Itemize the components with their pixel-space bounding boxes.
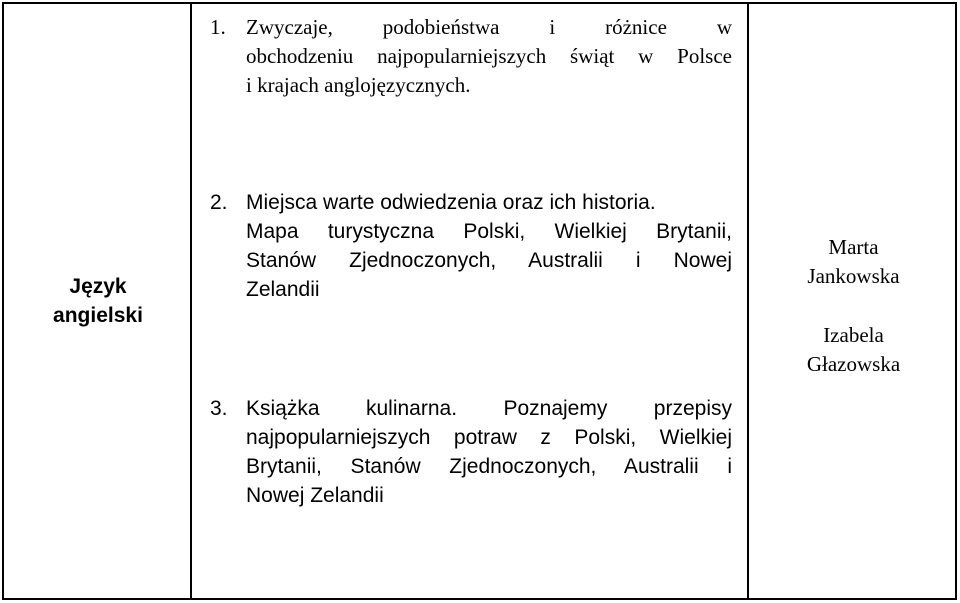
author-2 bbox=[752, 321, 955, 379]
topic-2-line-1 bbox=[210, 188, 732, 217]
author-1-last-name: Jankowska bbox=[807, 264, 900, 288]
topic-2-line-2: Mapa turystyczna Polski, Wielkiej Brytanii, bbox=[246, 220, 732, 243]
author-1-first-name: Marta bbox=[828, 235, 879, 259]
topic-3-text-1: Książka kulinarna. Poznajemy przepisy bbox=[246, 397, 732, 420]
subject-cell bbox=[4, 4, 192, 598]
curriculum-table bbox=[2, 2, 957, 600]
topic-3-line-1 bbox=[210, 394, 732, 423]
topic-2-number: 2. bbox=[210, 191, 228, 214]
column-divider-2 bbox=[747, 4, 749, 598]
author-2-last-name: Głazowska bbox=[806, 352, 901, 376]
topic-item-3 bbox=[210, 394, 732, 510]
topic-3-line-4: Nowej Zelandii bbox=[246, 484, 384, 507]
topic-item-1 bbox=[210, 13, 732, 100]
topic-3-line-3: Brytanii, Stanów Zjednoczonych, Australii i bbox=[246, 455, 732, 478]
topic-1-line-2: obchodzeniu najpopularniejszych świąt w Polsce bbox=[246, 44, 732, 68]
subject-line-2: angielski bbox=[53, 304, 143, 327]
author-1 bbox=[752, 233, 955, 291]
topic-3-line-2: najpopularniejszych potraw z Polski, Wielkiej bbox=[246, 426, 732, 449]
topic-1-text-1: Zwyczaje, podobieństwa i różnice w bbox=[246, 15, 732, 39]
topic-2-line-3: Stanów Zjednoczonych, Australii i Nowej bbox=[246, 249, 732, 272]
topic-1-number: 1. bbox=[210, 15, 226, 39]
author-2-first-name: Izabela bbox=[823, 323, 884, 347]
topic-2-line-4: Zelandii bbox=[246, 278, 320, 301]
subject-line-1: Język bbox=[69, 275, 127, 298]
topic-1-line-1 bbox=[210, 13, 732, 42]
topic-3-number: 3. bbox=[210, 397, 228, 420]
topic-2-text-1: Miejsca warte odwiedzenia oraz ich historia. bbox=[246, 191, 656, 214]
topic-1-line-3: i krajach anglojęzycznych. bbox=[246, 73, 471, 97]
topic-item-2 bbox=[210, 188, 732, 304]
